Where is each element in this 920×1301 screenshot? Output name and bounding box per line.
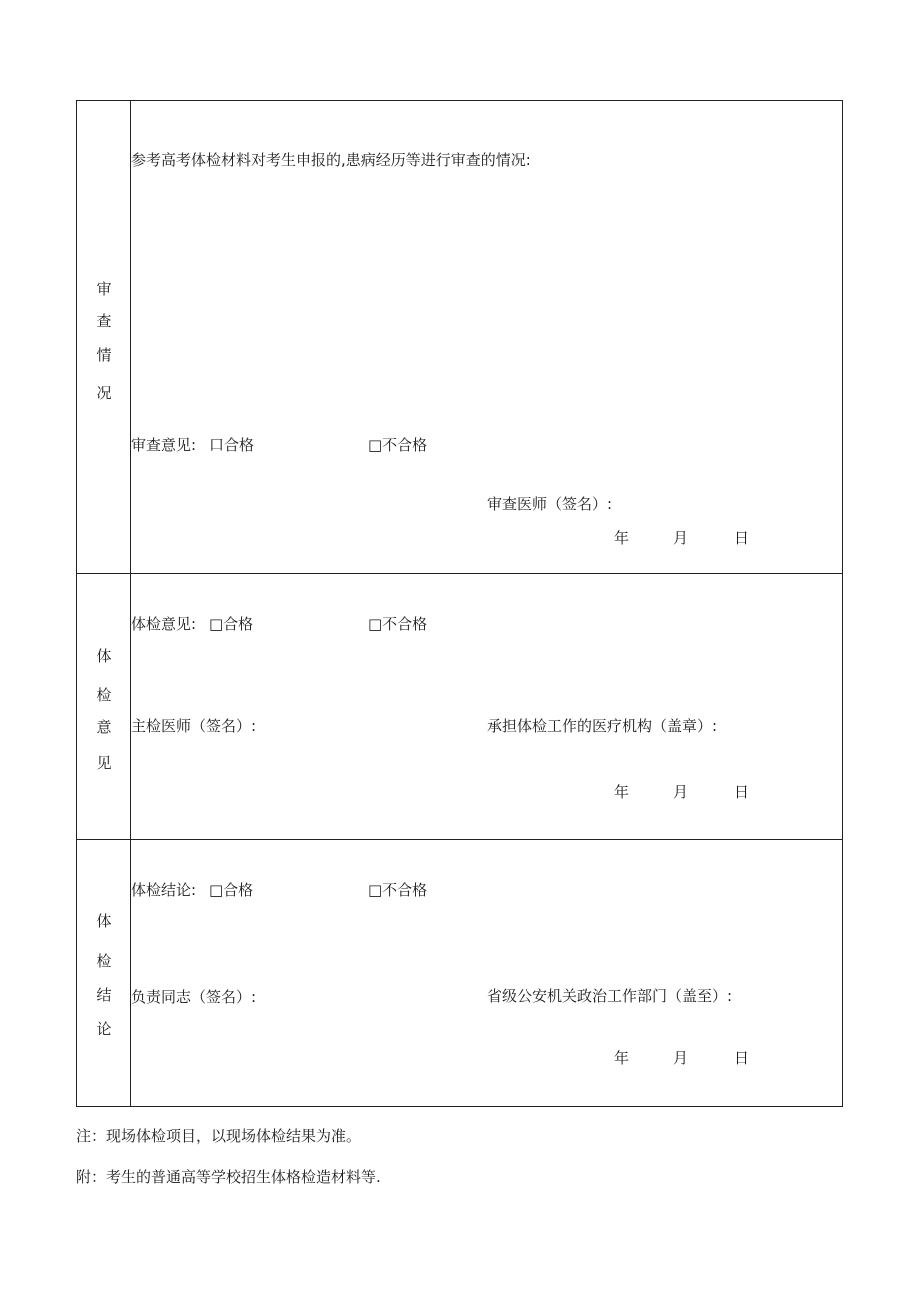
review-label-char: 况 xyxy=(96,384,112,402)
exam-label-char: 检 xyxy=(96,686,112,704)
review-instruction: 参考高考体检材料对考生申报的,患病经历等进行审查的情况: xyxy=(131,151,531,169)
conclusion-date-year: 年 xyxy=(614,1049,630,1067)
conclusion-label-char: 结 xyxy=(96,986,112,1004)
conclusion-label-char: 体 xyxy=(96,912,112,930)
footer-note: 注：现场体检项目，以现场体检结果为准。 xyxy=(76,1127,362,1145)
conclusion-label-char: 检 xyxy=(96,952,112,970)
exam-content xyxy=(131,574,842,839)
medical-exam-form-table xyxy=(76,100,843,1107)
conclusion-fail-checkbox[interactable]: □不合格 xyxy=(368,881,428,899)
review-content xyxy=(131,101,842,573)
review-fail-checkbox[interactable]: □不合格 xyxy=(368,436,428,454)
review-label-char: 查 xyxy=(96,312,112,330)
review-opinion-label: 审查意见: xyxy=(131,436,197,454)
conclusion-opinion-label: 体检结论: xyxy=(131,881,197,899)
conclusion-pass-checkbox[interactable]: □合格 xyxy=(209,881,254,899)
review-label-char: 审 xyxy=(96,280,112,298)
conclusion-label-char: 论 xyxy=(96,1020,112,1038)
review-section xyxy=(77,101,842,574)
conclusion-date-day: 日 xyxy=(734,1049,750,1067)
exam-opinion-section xyxy=(77,574,842,840)
exam-date-month: 月 xyxy=(673,783,689,801)
exam-conclusion-section xyxy=(77,840,842,1106)
exam-date-year: 年 xyxy=(614,783,630,801)
conclusion-responsible-signature: 负责同志（签名）: xyxy=(131,988,257,1006)
exam-label-char: 体 xyxy=(96,647,112,665)
exam-doctor-signature: 主检医师（签名）: xyxy=(131,717,257,735)
exam-label-char: 见 xyxy=(96,754,112,772)
review-date-day: 日 xyxy=(734,529,750,547)
exam-label-column xyxy=(77,574,131,839)
review-pass-checkbox[interactable]: 口合格 xyxy=(209,436,255,454)
exam-fail-checkbox[interactable]: □不合格 xyxy=(368,615,428,633)
conclusion-label-column xyxy=(77,840,131,1106)
conclusion-content xyxy=(131,840,842,1106)
review-date-month: 月 xyxy=(673,529,689,547)
review-label-column xyxy=(77,101,131,573)
footer-attachment: 附：考生的普通高等学校招生体格检造材料等. xyxy=(76,1168,381,1186)
exam-label-char: 意 xyxy=(96,718,112,736)
exam-pass-checkbox[interactable]: □合格 xyxy=(209,615,254,633)
conclusion-department-seal: 省级公安机关政治工作部门（盖至）: xyxy=(487,987,733,1005)
review-date-year: 年 xyxy=(614,529,630,547)
conclusion-date-month: 月 xyxy=(673,1049,689,1067)
exam-opinion-label: 体检意见: xyxy=(131,615,197,633)
review-label-char: 情 xyxy=(96,346,112,364)
review-doctor-signature: 审查医师（签名）: xyxy=(487,495,613,513)
exam-institution-seal: 承担体检工作的医疗机构（盖章）: xyxy=(487,717,718,735)
exam-date-day: 日 xyxy=(734,783,750,801)
